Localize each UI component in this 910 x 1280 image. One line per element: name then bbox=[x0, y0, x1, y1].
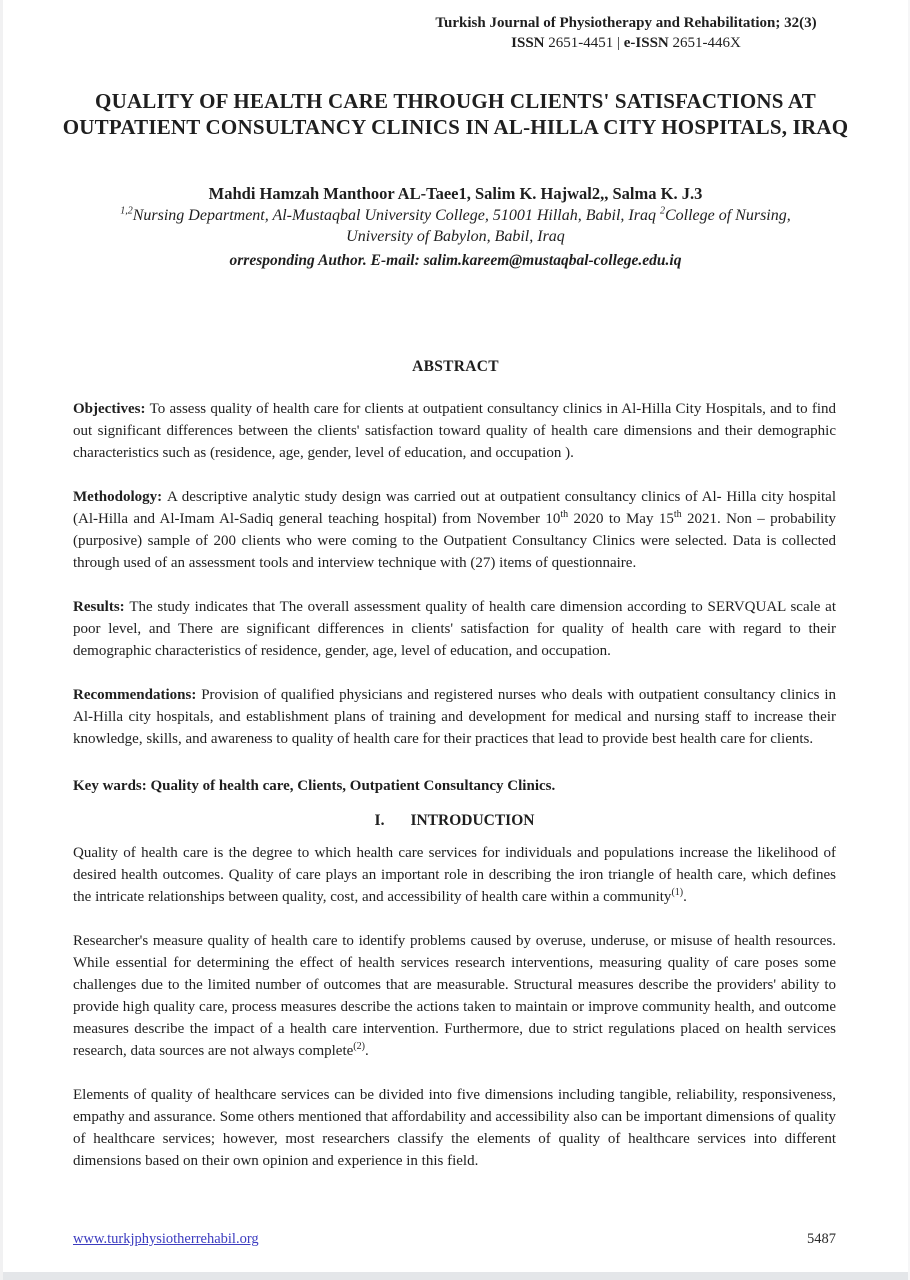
issn-line: ISSN 2651-4451 | e-ISSN 2651-446X bbox=[511, 35, 741, 52]
journal-header bbox=[396, 0, 856, 54]
introduction-paragraph-3: Elements of quality of healthcare services can be divided into five dimensions including tangible, reliability, responsiveness, empathy and assurance. Some others mentioned that affordability and accessibility also can be important dimensions of quality of healthcare services; however, most researchers classify the elements of quality of healthcare services into different dimensions based on their own opinion and experience in this field. bbox=[73, 1086, 836, 1169]
abstract-methodology-paragraph: Methodology: A descriptive analytic study design was carried out at outpatient consultancy clinics of Al- Hilla city hospital (Al-Hilla and Al-Imam Al-Sadiq general teaching hospital) from November 10th 2020 to May 15th 2021. Non – probability (purposive) sample of 200 clients who were coming to the Outpatient Consultancy Clinics were selected. Data is collected through used of an assessment tools and interview technique with (27) items of questionnaire. bbox=[73, 488, 836, 571]
abstract-recommendations-paragraph: Recommendations: Provision of qualified physicians and registered nurses who deals with outpatient consultancy clinics in Al-Hilla city hospitals, and establishment plans of training and development for medical and nursing staff to increase their knowledge, skills, and awareness to quality of health care for their practices that lead to provide best health care for clients. bbox=[73, 686, 836, 747]
abstract-objectives-paragraph: Objectives: To assess quality of health care for clients at outpatient consultancy clinics in Al-Hilla City Hospitals, and to find out significant differences between the clients' satisfaction toward quality of health care dimensions and their demographic characteristics such as (residence, age, gender, level of education, and occupation ). bbox=[73, 400, 836, 461]
journal-website-link[interactable]: www.turkjphysiotherrehabil.org bbox=[73, 1231, 259, 1247]
corresponding-author-line: orresponding Author. E-mail: salim.kareem@mustaqbal-college.edu.iq bbox=[229, 251, 682, 269]
abstract-results-paragraph: Results: The study indicates that The overall assessment quality of health care dimension according to SERVQUAL scale at poor level, and There are significant differences in clients' satisfaction for quality of health care with regard to their demographic characteristics of residence, gender, age, level of education, and occupation. bbox=[73, 598, 836, 659]
section-title: INTRODUCTION bbox=[410, 811, 535, 829]
author-affiliation: $^{1,2}$Nursing Department, Al-Mustaqbal University College, 51001 Hillah, Babil, Iraq $^2$College of Nursing, University of Babylon, Babil, Iraq bbox=[120, 205, 791, 245]
author-names: Mahdi Hamzah Manthoor AL-Taee1, Salim K. Hajwal2,, Salma K. J.3 bbox=[208, 184, 703, 203]
page-number: 5487 bbox=[807, 1231, 836, 1247]
journal-name-line: Turkish Journal of Physiotherapy and Rehabilitation; 32(3) bbox=[435, 15, 817, 31]
abstract-heading: ABSTRACT bbox=[412, 357, 499, 375]
introduction-heading bbox=[73, 812, 836, 830]
authors-block bbox=[3, 184, 908, 270]
page-footer bbox=[73, 1231, 836, 1248]
scan-edge-band bbox=[3, 1272, 908, 1280]
introduction-paragraph-1: Quality of health care is the degree to which health care services for individuals and populations increase the likelihood of desired health outcomes. Quality of care plays an important role in describing the iron triangle of health care, which defines the intricate relationships between quality, cost, and accessibility of health care within a community$^{(1)}$. bbox=[73, 844, 836, 905]
keywords-line: Key wards: Quality of health care, Clients, Outpatient Consultancy Clinics. bbox=[73, 777, 556, 794]
introduction-paragraph-2: Researcher's measure quality of health care to identify problems caused by overuse, underuse, or misuse of health resources. While essential for determining the effect of health services research interventions, measuring quality of care poses some challenges due to the limited number of outcomes that are measurable. Structural measures describe the providers' ability to provide high quality care, process measures describe the actions taken to maintain or improve community health, and outcome measures describe the impact of a health care intervention. Furthermore, due to strict regulations placed on health services research, data sources are not always complete$^{(2)}$. bbox=[73, 932, 836, 1059]
section-numeral: I. bbox=[374, 811, 385, 829]
page-body bbox=[3, 398, 908, 1172]
paper-title: QUALITY OF HEALTH CARE THROUGH CLIENTS' SATISFACTIONS AT OUTPATIENT CONSULTANCY CLINICS IN AL-HILLA CITY HOSPITALS, IRAQ bbox=[62, 88, 849, 139]
